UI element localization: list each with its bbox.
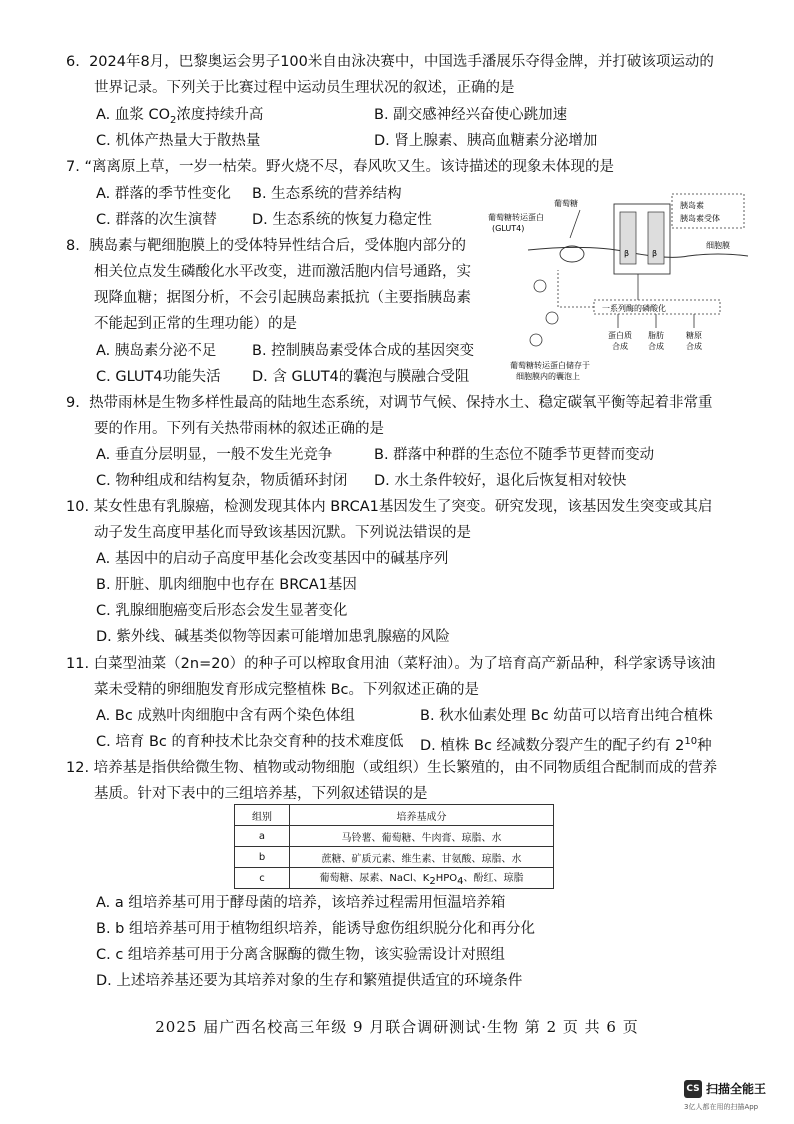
transporter-label-2: (GLUT4) (492, 224, 525, 233)
question-12-stem-2: 基质。针对下表中的三组培养基，下列叙述错误的是 (94, 786, 428, 802)
table-row (235, 847, 554, 868)
membrane-label: 细胞膜 (706, 241, 730, 250)
protein-label-2: 合成 (612, 342, 628, 351)
q8-option-a: A. 胰岛素分泌不足 (96, 343, 217, 359)
scanner-name: 扫描全能王 (706, 1082, 767, 1096)
q11-option-b: B. 秋水仙素处理 Bc 幼苗可以培育出纯合植株 (420, 708, 713, 724)
q12-option-a: A. a 组培养基可用于酵母菌的培养，该培养过程需用恒温培养箱 (96, 895, 506, 911)
glycogen-label-2: 合成 (686, 342, 702, 351)
glucose-label: 葡萄糖 (554, 199, 578, 208)
glycogen-label: 糖原 (686, 331, 702, 340)
glucose-arrow (570, 210, 580, 238)
vesicle-3 (530, 334, 542, 346)
table-cell-group: c (235, 868, 290, 889)
insulin-signaling-diagram (488, 190, 750, 388)
receptor-label: 胰岛素受体 (680, 214, 720, 223)
vesicle-label: 葡萄糖转运蛋白储存于 (510, 361, 590, 370)
q10-option-d: D. 紫外线、碱基类似物等因素可能增加患乳腺癌的风险 (96, 629, 450, 645)
table-row (235, 826, 554, 847)
q9-option-a: A. 垂直分层明显，一般不发生光竞争 (96, 447, 333, 463)
fat-label: 脂肪 (648, 331, 664, 340)
table-cell-group: a (235, 826, 290, 847)
beta-left: β (624, 249, 630, 258)
q11-option-d: D. 植株 Bc 经减数分裂产生的配子约有 $2^{10}$种 (420, 736, 712, 754)
table-header-group: 组别 (235, 805, 290, 826)
scanner-logo-icon: CS (684, 1080, 702, 1098)
q9-option-d: D. 水土条件较好，退化后恢复相对较快 (374, 473, 627, 489)
vesicle-2 (546, 312, 558, 324)
q8-option-c: C. GLUT4功能失活 (96, 369, 221, 385)
q8-option-d: D. 含 GLUT4的囊泡与膜融合受阻 (252, 369, 470, 385)
fat-label-2: 合成 (648, 342, 664, 351)
vesicle-1 (534, 280, 546, 292)
question-7-stem: 7. “离离原上草，一岁一枯荣。野火烧不尽，春风吹又生。该诗描述的现象未体现的是 (66, 159, 614, 175)
q10-option-c: C. 乳腺细胞癌变后形态会发生显著变化 (96, 603, 348, 619)
q10-option-b: B. 肝脏、肌肉细胞中也存在 BRCA1基因 (96, 577, 357, 593)
question-8-stem-4: 不能起到正常的生理功能）的是 (94, 316, 297, 332)
question-11-stem-2: 菜未受精的卵细胞发育形成完整植株 Bc。下列叙述正确的是 (94, 682, 480, 698)
table-cell-content: 蔗糖、矿质元素、维生素、甘氨酸、琼脂、水 (290, 847, 554, 868)
table-cell-group: b (235, 847, 290, 868)
q12-option-c: C. c 组培养基可用于分离含脲酶的微生物，该实验需设计对照组 (96, 947, 505, 963)
q7-option-d: D. 生态系统的恢复力稳定性 (252, 212, 432, 228)
question-text: 2024年8月，巴黎奥运会男子100米自由泳决赛中，中国选手潘展乐夺得金牌，并打破该项运动的 (89, 54, 714, 70)
question-number: 6. (66, 54, 80, 70)
table-cell-content: 葡萄糖、尿素、NaCl、$K_2HPO_4$、酚红、琼脂 (290, 868, 554, 889)
q12-option-d: D. 上述培养基还要为其培养对象的生存和繁殖提供适宜的环境条件 (96, 973, 523, 989)
q7-option-c: C. 群落的次生演替 (96, 212, 217, 228)
table-header-content: 培养基成分 (290, 805, 554, 826)
question-8-stem: 8. 胰岛素与靶细胞膜上的受体特异性结合后，受体胞内部分的 (66, 238, 467, 254)
q8-option-b: B. 控制胰岛素受体合成的基因突变 (252, 343, 475, 359)
branch-arrows (618, 314, 694, 328)
table-row (235, 868, 554, 889)
insulin-label: 胰岛素 (680, 201, 704, 210)
q7-option-a: A. 群落的季节性变化 (96, 186, 231, 202)
culture-media-table (234, 804, 554, 889)
table-header-row (235, 805, 554, 826)
table-cell-content: 马铃薯、葡萄糖、牛肉膏、琼脂、水 (290, 826, 554, 847)
question-12-stem: 12. 培养基是指供给微生物、植物或动物细胞（或组织）生长繁殖的，由不同物质组合配制而成的营养 (66, 760, 718, 776)
phospho-label: 一系列酶的磷酸化 (602, 304, 666, 313)
q6-option-c: C. 机体产热量大于散热量 (96, 133, 261, 149)
q9-option-b: B. 群落中种群的生态位不随季节更替而变动 (374, 447, 655, 463)
question-11-stem: 11. 白菜型油菜（2n=20）的种子可以榨取食用油（菜籽油）。为了培育高产新品种，科学家诱导该油 (66, 656, 716, 672)
q6-option-a: A. 血浆 $CO_2$浓度持续升高 (96, 107, 264, 126)
q11-option-a: A. Bc 成熟叶肉细胞中含有两个染色体组 (96, 708, 355, 724)
question-10-stem: 10. 某女性患有乳腺癌，检测发现其体内 BRCA1基因发生了突变。研究发现，该基因发生突变或其启 (66, 499, 713, 515)
vesicle-label-2: 细胞膜内的囊泡上 (516, 372, 580, 381)
q11-option-c: C. 培育 Bc 的育种技术比杂交育种的技术难度低 (96, 734, 404, 750)
q6-option-b: B. 副交感神经兴奋使心跳加速 (374, 107, 568, 123)
q6-option-d: D. 肾上腺素、胰高血糖素分泌增加 (374, 133, 598, 149)
feedback-arrow (558, 270, 594, 307)
question-8-stem-2: 相关位点发生磷酸化水平改变，进而激活胞内信号通路，实 (94, 264, 471, 280)
glut4-shape (560, 246, 584, 262)
q7-option-b: B. 生态系统的营养结构 (252, 186, 402, 202)
q10-option-a: A. 基因中的启动子高度甲基化会改变基因中的碱基序列 (96, 551, 449, 567)
protein-label: 蛋白质 (608, 331, 632, 340)
transporter-label: 葡萄糖转运蛋白 (488, 213, 544, 222)
scanner-watermark (684, 1080, 784, 1120)
scanner-tagline: 3亿人都在用的扫描App (684, 1103, 759, 1111)
q12-option-b: B. b 组培养基可用于植物组织培养，能诱导愈伤组织脱分化和再分化 (96, 921, 535, 937)
question-8-stem-3: 现降血糖；据图分析，不会引起胰岛素抵抗（主要指胰岛素 (94, 290, 471, 306)
question-9-stem-2: 要的作用。下列有关热带雨林的叙述正确的是 (94, 421, 384, 437)
question-10-stem-2: 动子发生高度甲基化而导致该基因沉默。下列说法错误的是 (94, 525, 471, 541)
beta-right: β (652, 249, 658, 258)
question-6-stem (66, 52, 714, 72)
q9-option-c: C. 物种组成和结构复杂，物质循环封闭 (96, 473, 348, 489)
question-6-stem-2: 世界记录。下列关于比赛过程中运动员生理状况的叙述，正确的是 (94, 80, 515, 96)
question-9-stem: 9. 热带雨林是生物多样性最高的陆地生态系统，对调节气候、保持水土、稳定碳氧平衡等起着非常重 (66, 395, 713, 411)
page-footer: 2025 届广西名校高三年级 9 月联合调研测试·生物 第 2 页 共 6 页 (155, 1018, 639, 1036)
